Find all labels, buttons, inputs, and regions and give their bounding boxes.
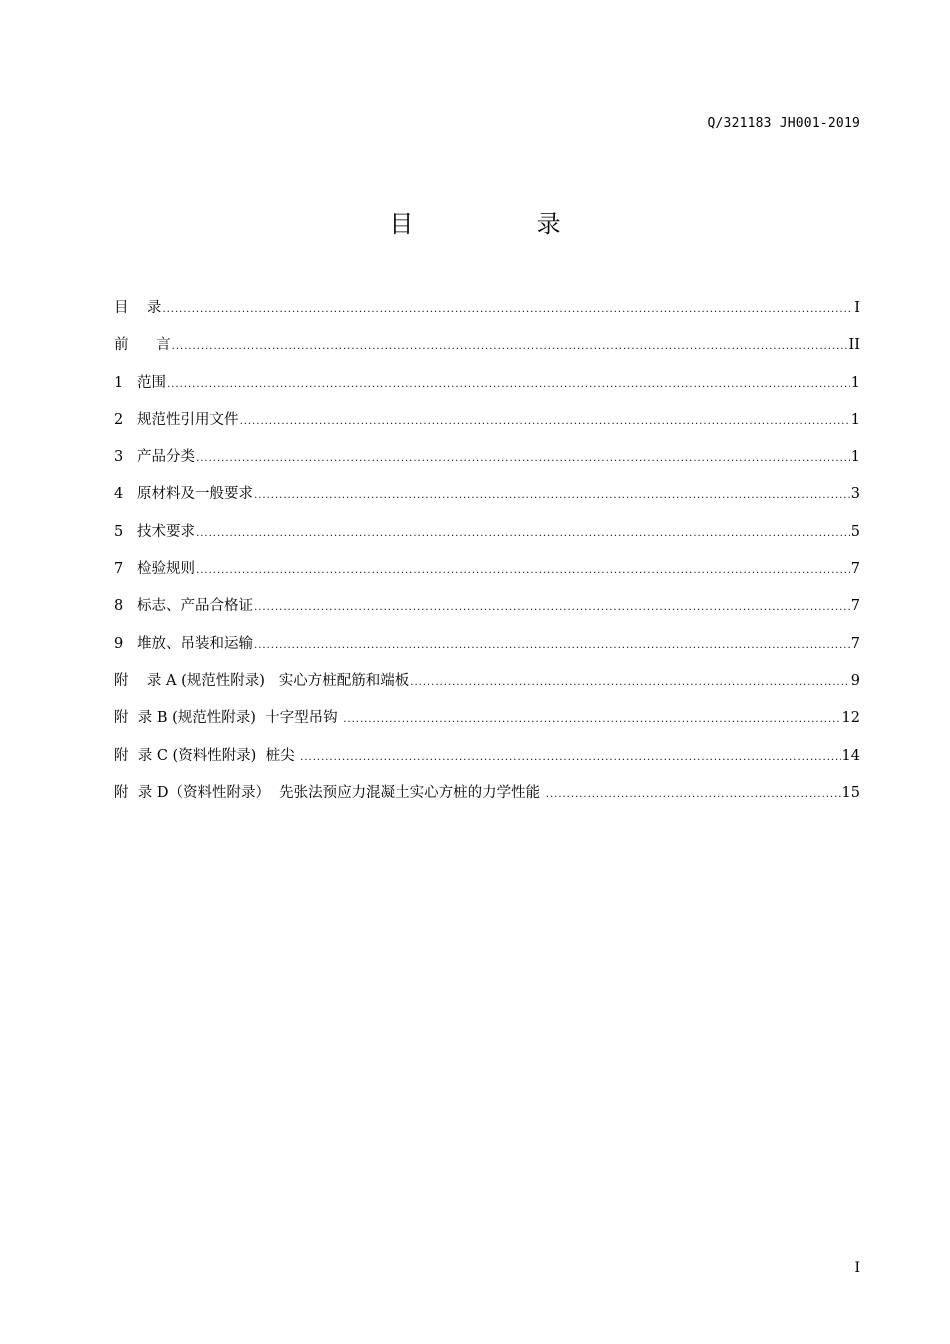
toc-entry-page: 1 — [850, 374, 860, 391]
toc-entry-page: 12 — [841, 710, 860, 727]
toc-entry-page: 1 — [850, 449, 860, 466]
table-of-contents — [114, 296, 860, 818]
toc-entry-page: 7 — [850, 635, 860, 652]
toc-entry[interactable] — [114, 781, 860, 818]
document-code: Q/321183 JH001-2019 — [707, 116, 860, 131]
toc-entry[interactable] — [114, 744, 860, 781]
toc-entry-page: 1 — [850, 411, 860, 428]
toc-entry-page: 9 — [850, 672, 860, 689]
toc-dot-leader — [162, 305, 853, 315]
toc-entry-label: 附 录 C (资料性附录) 桩尖 — [114, 747, 300, 764]
toc-entry[interactable] — [114, 296, 860, 333]
toc-entry-label: 目 录 — [114, 300, 162, 316]
toc-entry-page: I — [854, 300, 860, 316]
toc-entry-label: 7 检验规则 — [114, 561, 196, 578]
toc-entry-label: 附 录 B (规范性附录) 十字型吊钩 — [114, 710, 343, 727]
toc-entry-label: 9 堆放、吊装和运输 — [114, 635, 254, 652]
toc-entry[interactable] — [114, 669, 860, 706]
toc-entry-page: II — [848, 337, 860, 354]
toc-dot-leader — [254, 603, 850, 613]
toc-entry-label: 5 技术要求 — [114, 523, 196, 540]
toc-entry[interactable] — [114, 520, 860, 557]
toc-entry-label: 8 标志、产品合格证 — [114, 598, 254, 615]
toc-entry-label: 4 原材料及一般要求 — [114, 486, 254, 503]
toc-entry-page: 5 — [850, 523, 860, 540]
toc-dot-leader — [167, 380, 850, 390]
page-number: I — [854, 1260, 860, 1276]
toc-entry[interactable] — [114, 706, 860, 743]
toc-entry-label: 附 录 D（资料性附录） 先张法预应力混凝土实心方桩的力学性能 — [114, 784, 545, 801]
toc-dot-leader — [410, 678, 849, 688]
toc-entry-page: 14 — [841, 747, 860, 764]
toc-dot-leader — [196, 454, 850, 464]
toc-entry-label: 前 言 — [114, 337, 171, 354]
toc-entry[interactable] — [114, 408, 860, 445]
toc-dot-leader — [300, 753, 840, 763]
toc-dot-leader — [196, 566, 850, 576]
toc-entry[interactable] — [114, 594, 860, 631]
toc-entry[interactable] — [114, 333, 860, 370]
toc-entry[interactable] — [114, 632, 860, 669]
toc-entry[interactable] — [114, 445, 860, 482]
toc-dot-leader — [240, 417, 850, 427]
toc-entry-page: 7 — [850, 561, 860, 578]
toc-entry[interactable] — [114, 371, 860, 408]
toc-dot-leader — [546, 790, 841, 800]
toc-dot-leader — [254, 641, 850, 651]
page-title: 目 录 — [389, 210, 597, 238]
toc-dot-leader — [196, 529, 850, 539]
toc-entry-page: 15 — [841, 784, 860, 801]
toc-entry-page: 7 — [850, 598, 860, 615]
toc-dot-leader — [343, 715, 840, 725]
toc-dot-leader — [172, 342, 848, 352]
toc-entry-page: 3 — [850, 486, 860, 503]
toc-entry-label: 附 录 A (规范性附录) 实心方桩配筋和端板 — [114, 672, 410, 689]
toc-entry-label: 2 规范性引用文件 — [114, 411, 239, 428]
toc-entry[interactable] — [114, 557, 860, 594]
toc-entry-label: 3 产品分类 — [114, 449, 196, 466]
toc-dot-leader — [254, 491, 850, 501]
toc-entry-label: 1 范围 — [114, 374, 167, 391]
toc-entry[interactable] — [114, 482, 860, 519]
